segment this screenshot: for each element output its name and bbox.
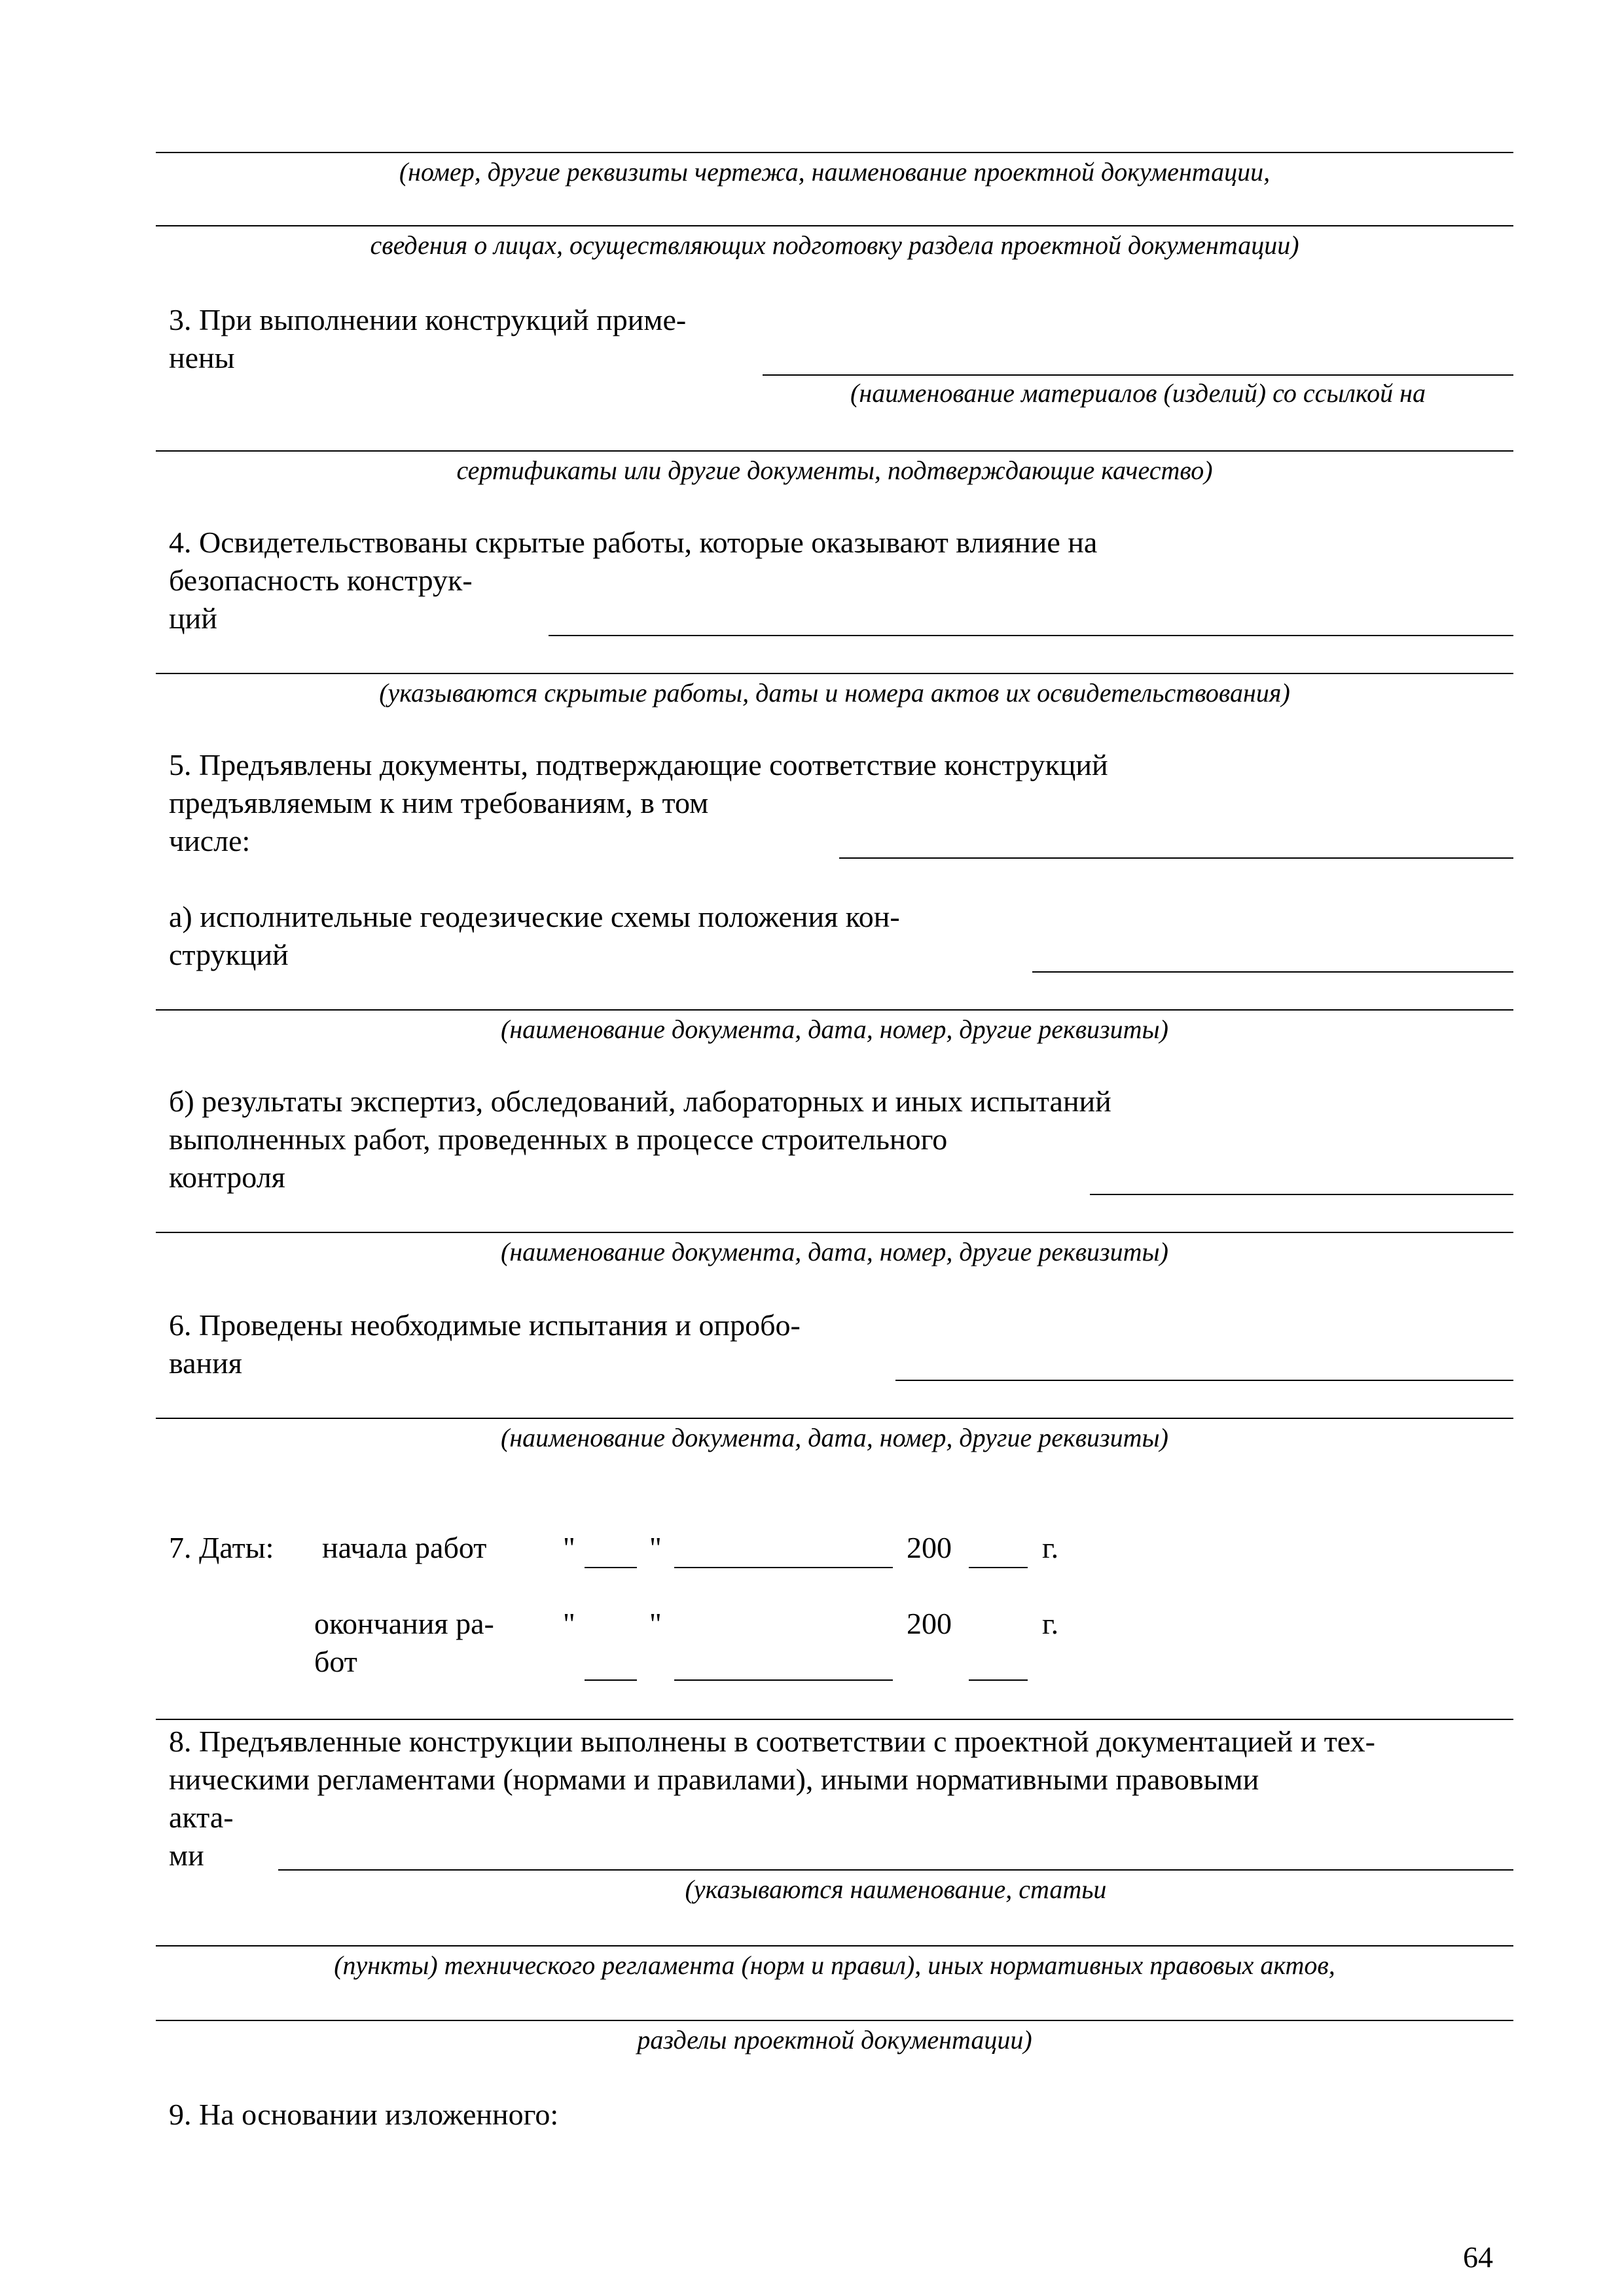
rule-geodetic-schemes bbox=[156, 1009, 1513, 1011]
item-8-line-4: ми bbox=[169, 1839, 204, 1872]
caption-materials: (наименование материалов (изделий) со ссылкой на bbox=[850, 378, 1426, 408]
item-3-line-2: нены bbox=[169, 341, 235, 374]
field-documents[interactable] bbox=[839, 857, 1513, 859]
caption-designers: сведения о лицах, осуществляющих подготовку раздела проектной документации) bbox=[370, 230, 1299, 260]
start-month-field[interactable] bbox=[674, 1567, 893, 1568]
item-8-line-2: ническими регламентами (нормами и правилами), иными нормативными правовыми bbox=[169, 1763, 1259, 1796]
item-b-line-1: б) результаты экспертиз, обследований, лабораторных и иных испытаний bbox=[169, 1085, 1111, 1118]
item-b-line-3: контроля bbox=[169, 1160, 285, 1194]
item-6-line-2: вания bbox=[169, 1346, 242, 1380]
caption-hidden-works: (указываются скрытые работы, даты и номера актов их освидетельствования) bbox=[379, 678, 1290, 708]
start-year-field[interactable] bbox=[969, 1567, 1028, 1568]
start-date-label: начала работ bbox=[322, 1531, 487, 1564]
caption-regulation-points: (пункты) технического регламента (норм и правил), иных нормативных правовых актов, bbox=[334, 1950, 1335, 1980]
caption-document-b: (наименование документа, дата, номер, другие реквизиты) bbox=[501, 1237, 1168, 1266]
item-9: 9. На основании изложенного: bbox=[169, 2098, 559, 2131]
end-quote-open: " bbox=[563, 1607, 575, 1640]
start-day-field[interactable] bbox=[585, 1567, 637, 1568]
item-a-line-1: а) исполнительные геодезические схемы положения кон- bbox=[169, 900, 900, 933]
item-3-line-1: 3. При выполнении конструкций приме- bbox=[169, 303, 687, 336]
field-geodetic-schemes[interactable] bbox=[1032, 971, 1513, 973]
item-5-line-3: числе: bbox=[169, 824, 251, 857]
item-6-line-1: 6. Проведены необходимые испытания и опробо- bbox=[169, 1308, 801, 1342]
rule-drawing-details bbox=[156, 152, 1513, 153]
item-8-line-1: 8. Предъявленные конструкции выполнены в соответствии с проектной документацией и тех- bbox=[169, 1725, 1375, 1758]
end-month-field[interactable] bbox=[674, 1679, 893, 1681]
rule-project-sections bbox=[156, 2020, 1513, 2021]
start-year-suffix: г. bbox=[1042, 1531, 1059, 1564]
item-4-line-2: безопасность конструк- bbox=[169, 564, 473, 597]
item-8-line-3: акта- bbox=[169, 1801, 234, 1834]
end-day-field[interactable] bbox=[585, 1679, 637, 1681]
field-materials[interactable] bbox=[763, 374, 1513, 376]
field-hidden-works[interactable] bbox=[549, 635, 1513, 636]
item-5-line-2: предъявляемым к ним требованиям, в том bbox=[169, 786, 709, 819]
rule-certificates bbox=[156, 450, 1513, 452]
rule-tests bbox=[156, 1418, 1513, 1419]
rule-expertise-results bbox=[156, 1232, 1513, 1233]
item-a-line-2: струкций bbox=[169, 938, 289, 971]
rule-above-item-8 bbox=[156, 1719, 1513, 1720]
end-year-suffix: г. bbox=[1042, 1607, 1059, 1640]
start-quote-open: " bbox=[563, 1531, 575, 1564]
item-4-line-3: ций bbox=[169, 601, 217, 635]
caption-regulations: (указываются наименование, статьи bbox=[685, 1874, 1107, 1904]
dates-label: 7. Даты: bbox=[169, 1531, 274, 1564]
end-quote-close: " bbox=[649, 1607, 662, 1640]
rule-regulation-points bbox=[156, 1945, 1513, 1946]
caption-certificates: сертификаты или другие документы, подтверждающие качество) bbox=[456, 456, 1213, 485]
end-year-prefix: 200 bbox=[907, 1607, 952, 1640]
field-regulations[interactable] bbox=[278, 1869, 1513, 1871]
caption-document-a: (наименование документа, дата, номер, другие реквизиты) bbox=[501, 1014, 1168, 1044]
end-date-label-line-1: окончания ра- bbox=[314, 1607, 494, 1640]
end-date-label-line-2: бот bbox=[314, 1645, 357, 1678]
rule-hidden-works bbox=[156, 673, 1513, 674]
field-tests[interactable] bbox=[895, 1380, 1513, 1381]
field-expertise-results[interactable] bbox=[1090, 1194, 1513, 1195]
item-5-line-1: 5. Предъявлены документы, подтверждающие соответствие конструкций bbox=[169, 748, 1108, 781]
caption-document-6: (наименование документа, дата, номер, другие реквизиты) bbox=[501, 1423, 1168, 1452]
page-number: 64 bbox=[1463, 2240, 1493, 2274]
caption-project-sections: разделы проектной документации) bbox=[637, 2025, 1032, 2054]
start-quote-close: " bbox=[649, 1531, 662, 1564]
rule-designers bbox=[156, 225, 1513, 226]
item-4-line-1: 4. Освидетельствованы скрытые работы, которые оказывают влияние на bbox=[169, 526, 1098, 559]
end-year-field[interactable] bbox=[969, 1679, 1028, 1681]
caption-drawing-details: (номер, другие реквизиты чертежа, наименование проектной документации, bbox=[399, 157, 1271, 187]
start-year-prefix: 200 bbox=[907, 1531, 952, 1564]
item-b-line-2: выполненных работ, проведенных в процессе строительного bbox=[169, 1122, 948, 1156]
